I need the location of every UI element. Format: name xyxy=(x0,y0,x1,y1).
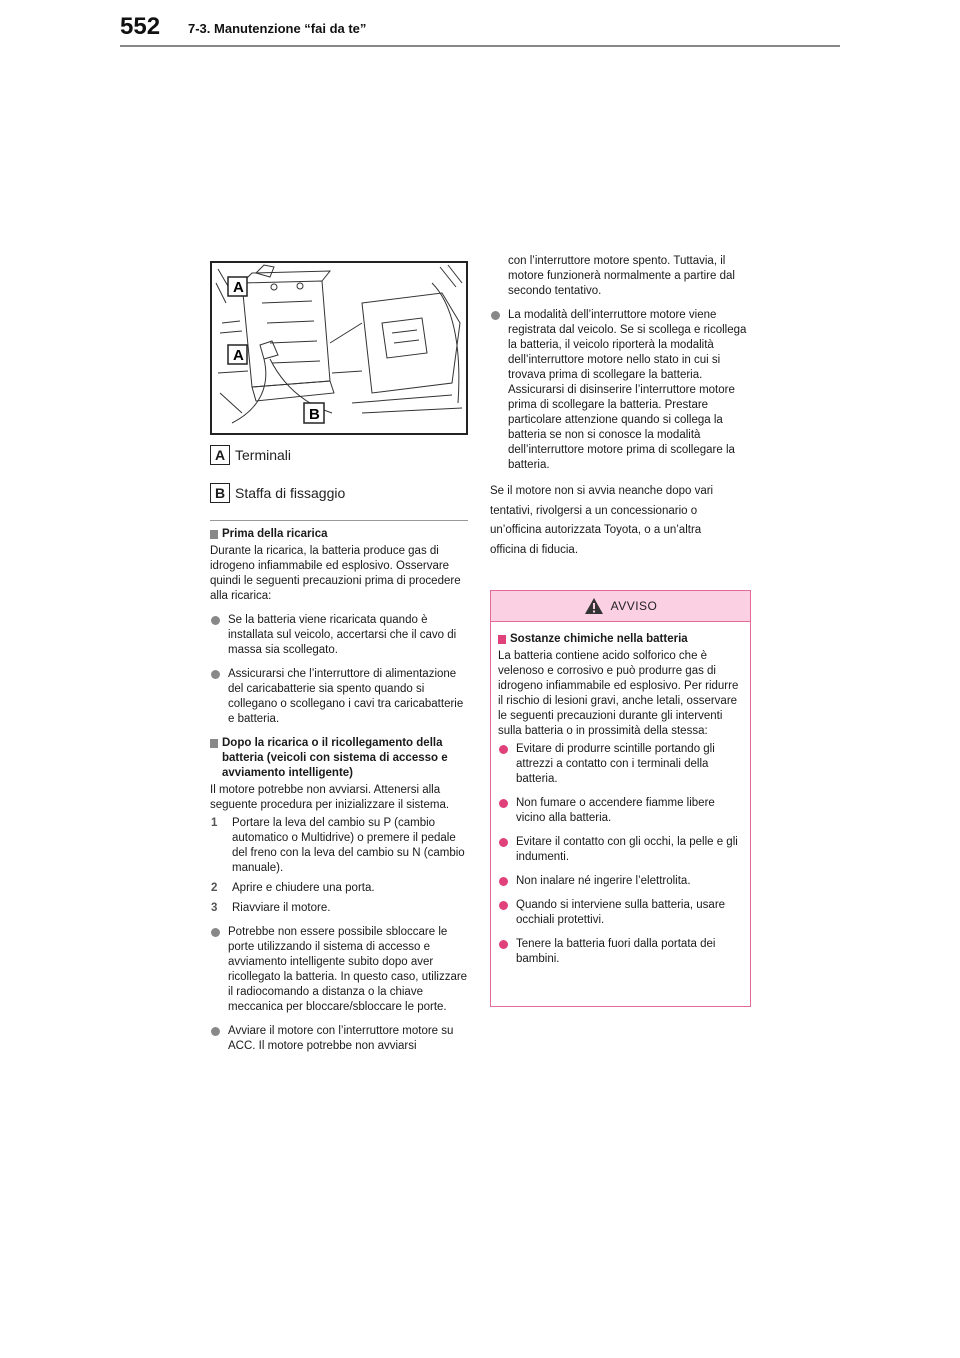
bullet-icon xyxy=(499,838,508,847)
bullet-icon xyxy=(491,311,500,320)
list-item: Quando si interviene sulla batteria, usare occhiali protettivi. xyxy=(498,898,743,928)
legend-item-terminals xyxy=(210,444,470,466)
list-item: Non fumare o accendere fiamme libere vicino alla batteria. xyxy=(498,796,743,826)
bullet-icon xyxy=(499,745,508,754)
callout-a-top-label: A xyxy=(233,279,244,296)
outro-line: tentativi, rivolgersi a un concessionario o xyxy=(490,504,698,517)
charging-intro: Durante la ricarica, la batteria produce gas di idrogeno infiammabile ed esplosivo. Osservare quindi le seguenti precauzioni prima di procedere alla ricarica: xyxy=(210,545,461,602)
legend-key: B xyxy=(210,483,230,503)
bullet-icon xyxy=(211,670,220,679)
page-number: 552 xyxy=(120,13,161,40)
legend-item-bracket xyxy=(210,482,470,504)
section-title: 7-3. Manutenzione “fai da te” xyxy=(188,21,367,36)
legend-text: Terminali xyxy=(235,447,292,463)
bullet-icon xyxy=(499,940,508,949)
legend-key: A xyxy=(210,445,230,465)
callout-a-bottom-label: A xyxy=(233,347,244,364)
bullet-icon xyxy=(211,616,220,625)
engine-bay-drawing xyxy=(212,263,466,433)
step-item: 3 Riavviare il motore. xyxy=(211,902,331,914)
outro-line: Se il motore non si avvia neanche dopo vari xyxy=(490,485,714,497)
list-item: Potrebbe non essere possibile sbloccare le porte utilizzando il sistema di accesso e avviamento intelligente subito dopo aver ricollegato la batteria. In questo caso, utilizzare il radiocomando a distanza o la chiave meccanica per bloccare/sbloccare le porte. xyxy=(210,925,470,1015)
list-item: Non inalare né ingerire l’elettrolita. xyxy=(498,874,743,889)
list-item: Tenere la batteria fuori dalla portata dei bambini. xyxy=(498,937,743,967)
heading-before-charging: Prima della ricarica xyxy=(210,527,470,542)
right-column xyxy=(490,254,752,560)
list-item: Evitare di produrre scintille portando gli attrezzi a contatto con i terminali della batteria. xyxy=(498,742,743,787)
bullet-icon xyxy=(499,877,508,886)
legend-text: Staffa di fissaggio xyxy=(235,485,346,501)
bullet-icon xyxy=(499,901,508,910)
list-item: La modalità dell’interruttore motore viene registrata dal veicolo. Se si scollega e ricollega la batteria, il veicolo riporterà la modalità dell’interruttore motore nello stato in cui si trovava prima di scollegare la batteria. Assicurarsi di disinserire l’interruttore motore prima di scollegare la batteria. Prestare particolare attenzione quando si collega la batteria se non si conosce la modalità dell’interruttore motore prima di scollegare la batteria. xyxy=(490,308,752,473)
list-item: Evitare il contatto con gli occhi, la pelle e gli indumenti. xyxy=(498,835,743,865)
outro-line: un’officina autorizzata Toyota, o a un’altra xyxy=(490,524,702,536)
list-item-continued: con l’interruttore motore spento. Tuttavia, il motore funzionerà normalmente a partire dal secondo tentativo. xyxy=(508,255,735,297)
step-item: 1 Portare la leva del cambio su P (cambio automatico o Multidrive) o premere il pedale del freno con la leva del cambio su N (cambio manuale). xyxy=(211,817,465,874)
list-item: Avviare il motore con l’interruttore motore su ACC. Il motore potrebbe non avviarsi xyxy=(210,1024,470,1054)
square-bullet-icon xyxy=(498,635,506,644)
battery-illustration xyxy=(210,261,468,435)
square-bullet-icon xyxy=(210,739,218,748)
list-item: Assicurarsi che l’interruttore di alimentazione del caricabatterie sia spento quando si collegano o scollegano i cavi tra caricabatterie e batteria. xyxy=(210,667,470,727)
left-column xyxy=(210,444,470,1063)
warning-header xyxy=(491,591,750,622)
warning-intro: La batteria contiene acido solforico che è velenoso e corrosivo e può produrre gas di idrogeno infiammabile ed esplosivo. Per ridurre il rischio di lesioni gravi, anche letali, osservare le seguenti precauzioni durante gli interventi sulla batteria o in prossimità della stessa: xyxy=(498,650,739,737)
warning-box xyxy=(490,590,751,1007)
warning-icon xyxy=(584,597,604,615)
bullet-icon xyxy=(211,1027,220,1036)
warning-heading: Sostanze chimiche nella batteria xyxy=(498,632,743,647)
warning-body xyxy=(491,622,750,967)
list-item: Se la batteria viene ricaricata quando è installata sul veicolo, accertarsi che il cavo di massa sia scollegato. xyxy=(210,613,470,658)
bullet-icon xyxy=(211,928,220,937)
heading-after-charging: Dopo la ricarica o il ricollegamento della batteria (veicoli con sistema di accesso e avviamento intelligente) xyxy=(210,736,470,781)
after-intro: Il motore potrebbe non avviarsi. Attenersi alla seguente procedura per inizializzare il sistema. xyxy=(210,784,450,811)
header-divider xyxy=(120,45,840,47)
square-bullet-icon xyxy=(210,530,218,539)
step-item: 2 Aprire e chiudere una porta. xyxy=(211,882,375,894)
warning-label: AVVISO xyxy=(610,599,658,613)
section-divider xyxy=(210,520,468,521)
callout-b-label: B xyxy=(309,406,320,423)
bullet-icon xyxy=(499,799,508,808)
outro-line: officina di fiducia. xyxy=(490,543,579,556)
